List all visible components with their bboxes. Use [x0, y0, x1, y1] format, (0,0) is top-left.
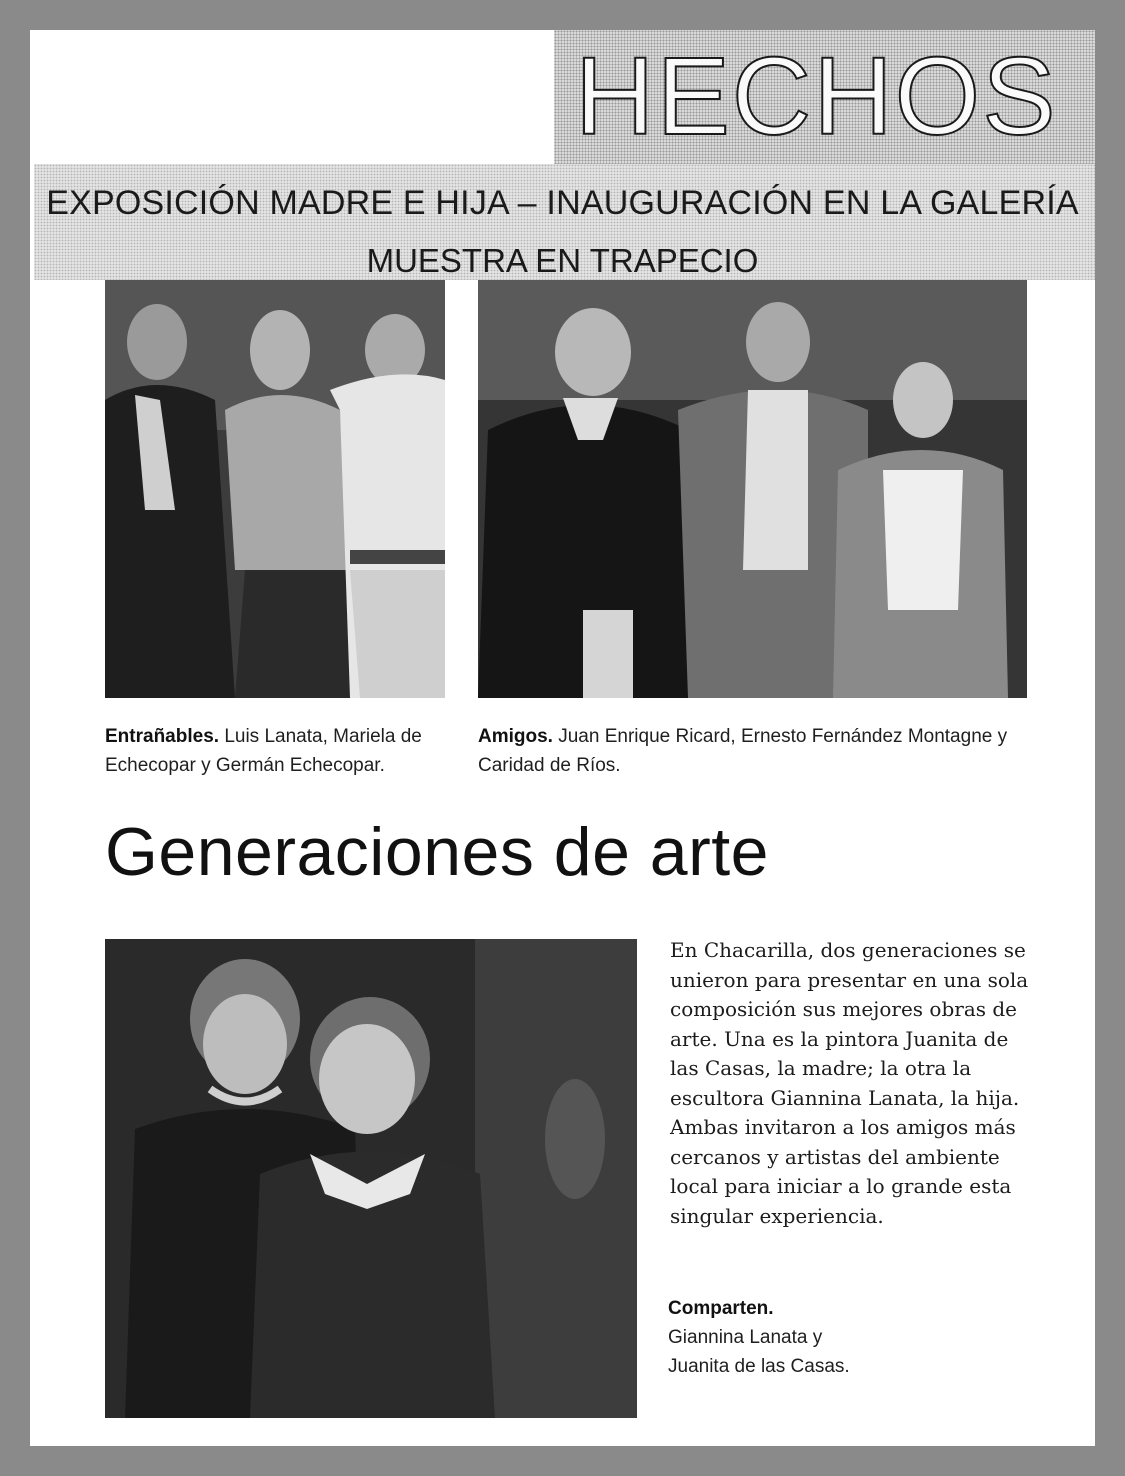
photo-amigos-image	[478, 280, 1027, 698]
article-body-paragraph: En Chacarilla, dos generaciones se unieron para presentar en una sola composición sus mejores obras de arte. Una es la pintora Juanita de las Casas, la madre; la otra la escultora Giannina Lanata, la hija. Ambas invitaron a los amigos más cercanos y artistas del ambiente local para iniciar a lo grande esta singular experiencia.	[670, 938, 1029, 1228]
photo-entranables-image	[105, 280, 445, 698]
photo-comparten-image	[105, 939, 637, 1418]
newspaper-clipping	[30, 30, 1095, 1446]
article-body	[670, 936, 1032, 1231]
caption-entranables-text: Luis Lanata, Mariela de Echecopar y Germán Echecopar.	[105, 726, 422, 776]
headline-line-1: EXPOSICIÓN MADRE E HIJA – INAUGURACIÓN EN LA GALERÍA	[46, 184, 1079, 222]
article-title: Generaciones de arte	[105, 814, 769, 890]
headline-line-2: MUESTRA EN TRAPECIO	[366, 242, 759, 279]
caption-amigos-text: Juan Enrique Ricard, Ernesto Fernández Montagne y Caridad de Ríos.	[478, 726, 1008, 776]
photo-amigos	[478, 280, 1027, 698]
caption-comparten-lead: Comparten.	[668, 1298, 774, 1319]
caption-comparten-text: Giannina Lanata y Juanita de las Casas.	[668, 1327, 850, 1377]
caption-entranables	[105, 722, 465, 780]
caption-comparten	[668, 1294, 868, 1381]
photo-comparten	[105, 939, 637, 1418]
caption-amigos-lead: Amigos.	[478, 726, 553, 747]
caption-entranables-lead: Entrañables.	[105, 726, 220, 747]
caption-amigos	[478, 722, 1018, 780]
section-title: HECHOS	[575, 35, 1058, 158]
photo-entranables	[105, 280, 445, 698]
